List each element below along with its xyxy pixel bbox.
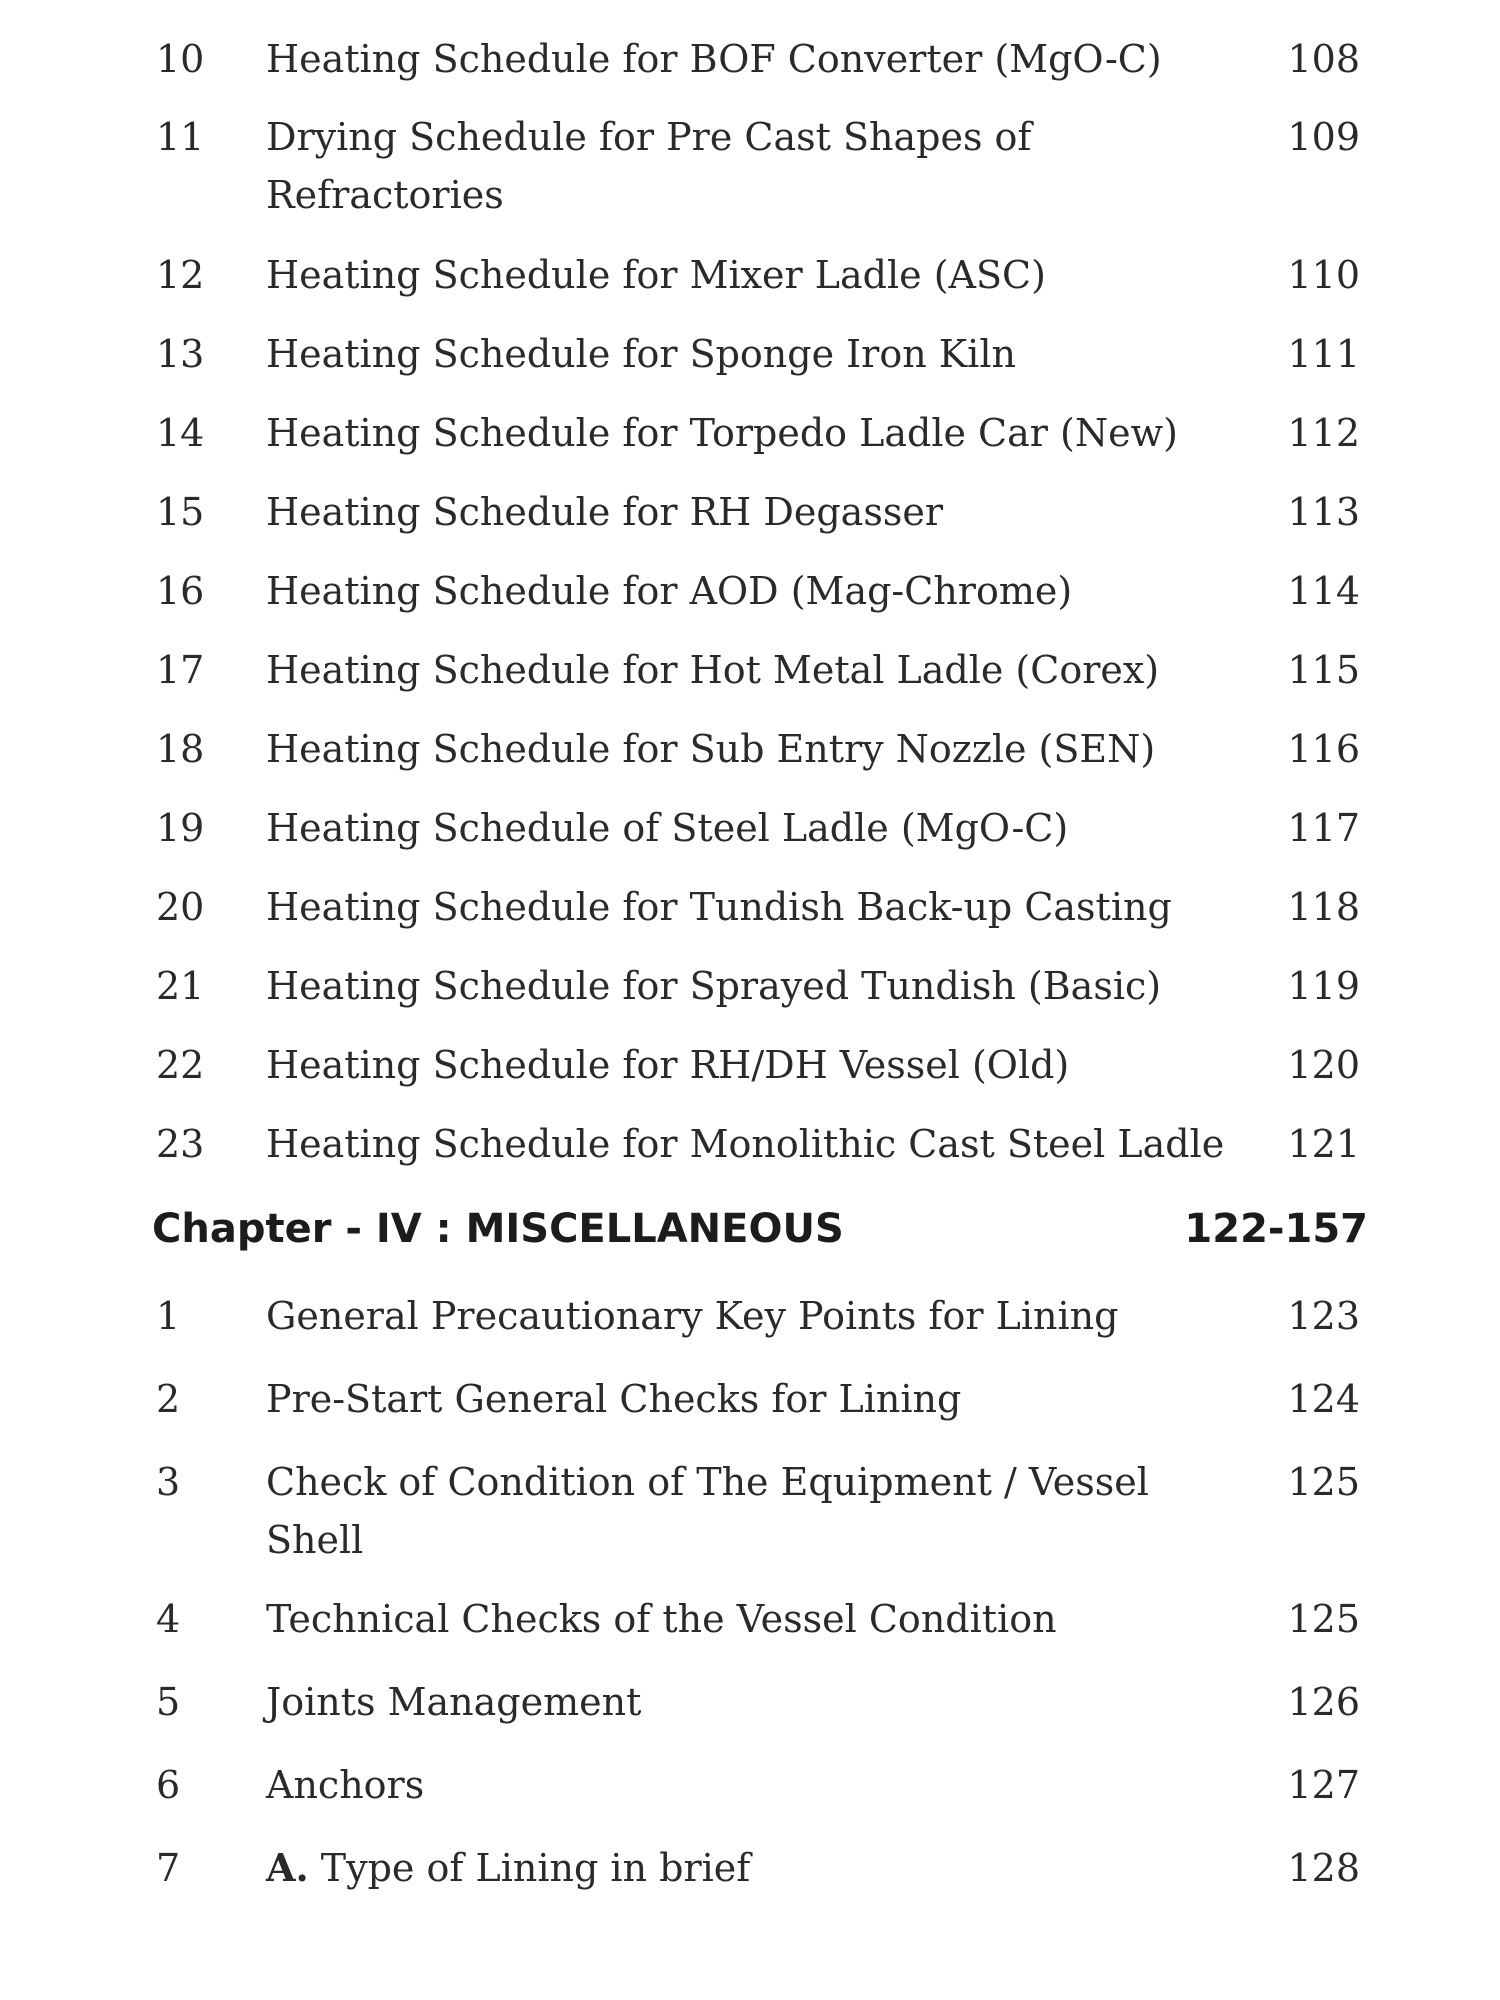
entry-title: Check of Condition of The Equipment / Vessel (266, 1460, 1149, 1504)
entry-number: 2 (156, 1377, 181, 1421)
entry-number: 16 (156, 569, 205, 613)
entry-title (266, 1839, 1266, 1897)
entry-number: 5 (156, 1680, 181, 1724)
entry-page: 125 (1287, 1460, 1360, 1504)
entry-number: 10 (156, 37, 205, 81)
entry-title: Heating Schedule for Monolithic Cast Steel Ladle (266, 1122, 1225, 1166)
entry-number: 6 (156, 1763, 181, 1807)
entry-title: Heating Schedule for Mixer Ladle (ASC) (266, 253, 1046, 297)
entry-title: Drying Schedule for Pre Cast Shapes of (266, 115, 1032, 159)
entry-title: Technical Checks of the Vessel Condition (266, 1597, 1057, 1641)
entry-page: 115 (1287, 648, 1360, 692)
entry-title: Anchors (266, 1763, 425, 1807)
entry-title: General Precautionary Key Points for Lining (266, 1294, 1119, 1338)
entry-title: Heating Schedule for Sprayed Tundish (Basic) (266, 964, 1162, 1008)
entry-page: 126 (1287, 1680, 1360, 1724)
entry-title: Heating Schedule for Tundish Back-up Casting (266, 885, 1172, 929)
entry-title: Heating Schedule of Steel Ladle (MgO-C) (266, 806, 1069, 850)
entry-number: 22 (156, 1043, 205, 1087)
entry-page: 128 (1287, 1846, 1360, 1890)
entry-page: 121 (1287, 1122, 1360, 1166)
entry-title: Heating Schedule for Sponge Iron Kiln (266, 332, 1016, 376)
entry-page: 114 (1287, 569, 1360, 613)
entry-page: 113 (1287, 490, 1360, 534)
entry-page: 116 (1287, 727, 1360, 771)
entry-number: 20 (156, 885, 205, 929)
entry-number: 3 (156, 1460, 181, 1504)
entry-number: 12 (156, 253, 205, 297)
entry-number: 21 (156, 964, 205, 1008)
entry-page: 112 (1287, 411, 1360, 455)
entry-page: 111 (1287, 332, 1360, 376)
entry-title: Heating Schedule for BOF Converter (MgO-C) (266, 37, 1162, 81)
entry-number: 18 (156, 727, 205, 771)
entry-number: 7 (156, 1846, 181, 1890)
entry-number: 1 (156, 1294, 181, 1338)
entry-title-continued: Shell (266, 1518, 364, 1562)
entry-page: 110 (1287, 253, 1360, 297)
entry-title-text: Type of Lining in brief (308, 1846, 751, 1890)
chapter-title: Chapter - IV : MISCELLANEOUS (152, 1206, 844, 1252)
entry-title: Heating Schedule for RH/DH Vessel (Old) (266, 1043, 1070, 1087)
entry-number: 11 (156, 115, 205, 159)
entry-page: 120 (1287, 1043, 1360, 1087)
entry-title-continued: Refractories (266, 173, 504, 217)
entry-page: 127 (1287, 1763, 1360, 1807)
entry-number: 17 (156, 648, 205, 692)
entry-title: Heating Schedule for RH Degasser (266, 490, 943, 534)
entry-title: Joints Management (266, 1680, 642, 1724)
entry-page: 118 (1287, 885, 1360, 929)
entry-page: 125 (1287, 1597, 1360, 1641)
entry-number: 14 (156, 411, 205, 455)
entry-page: 117 (1287, 806, 1360, 850)
entry-title: Heating Schedule for Hot Metal Ladle (Corex) (266, 648, 1160, 692)
entry-title: Pre-Start General Checks for Lining (266, 1377, 962, 1421)
entry-number: 19 (156, 806, 205, 850)
entry-page: 108 (1287, 37, 1360, 81)
entry-page: 119 (1287, 964, 1360, 1008)
entry-number: 15 (156, 490, 205, 534)
chapter-page-range: 122-157 (1184, 1206, 1368, 1252)
entry-prefix: A. (266, 1845, 309, 1890)
entry-page: 124 (1287, 1377, 1360, 1421)
entry-number: 13 (156, 332, 205, 376)
entry-page: 109 (1287, 115, 1360, 159)
entry-title: Heating Schedule for Sub Entry Nozzle (SEN) (266, 727, 1156, 771)
entry-number: 4 (156, 1597, 181, 1641)
entry-title: Heating Schedule for Torpedo Ladle Car (New) (266, 411, 1178, 455)
entry-number: 23 (156, 1122, 205, 1166)
entry-title: Heating Schedule for AOD (Mag-Chrome) (266, 569, 1073, 613)
entry-page: 123 (1287, 1294, 1360, 1338)
